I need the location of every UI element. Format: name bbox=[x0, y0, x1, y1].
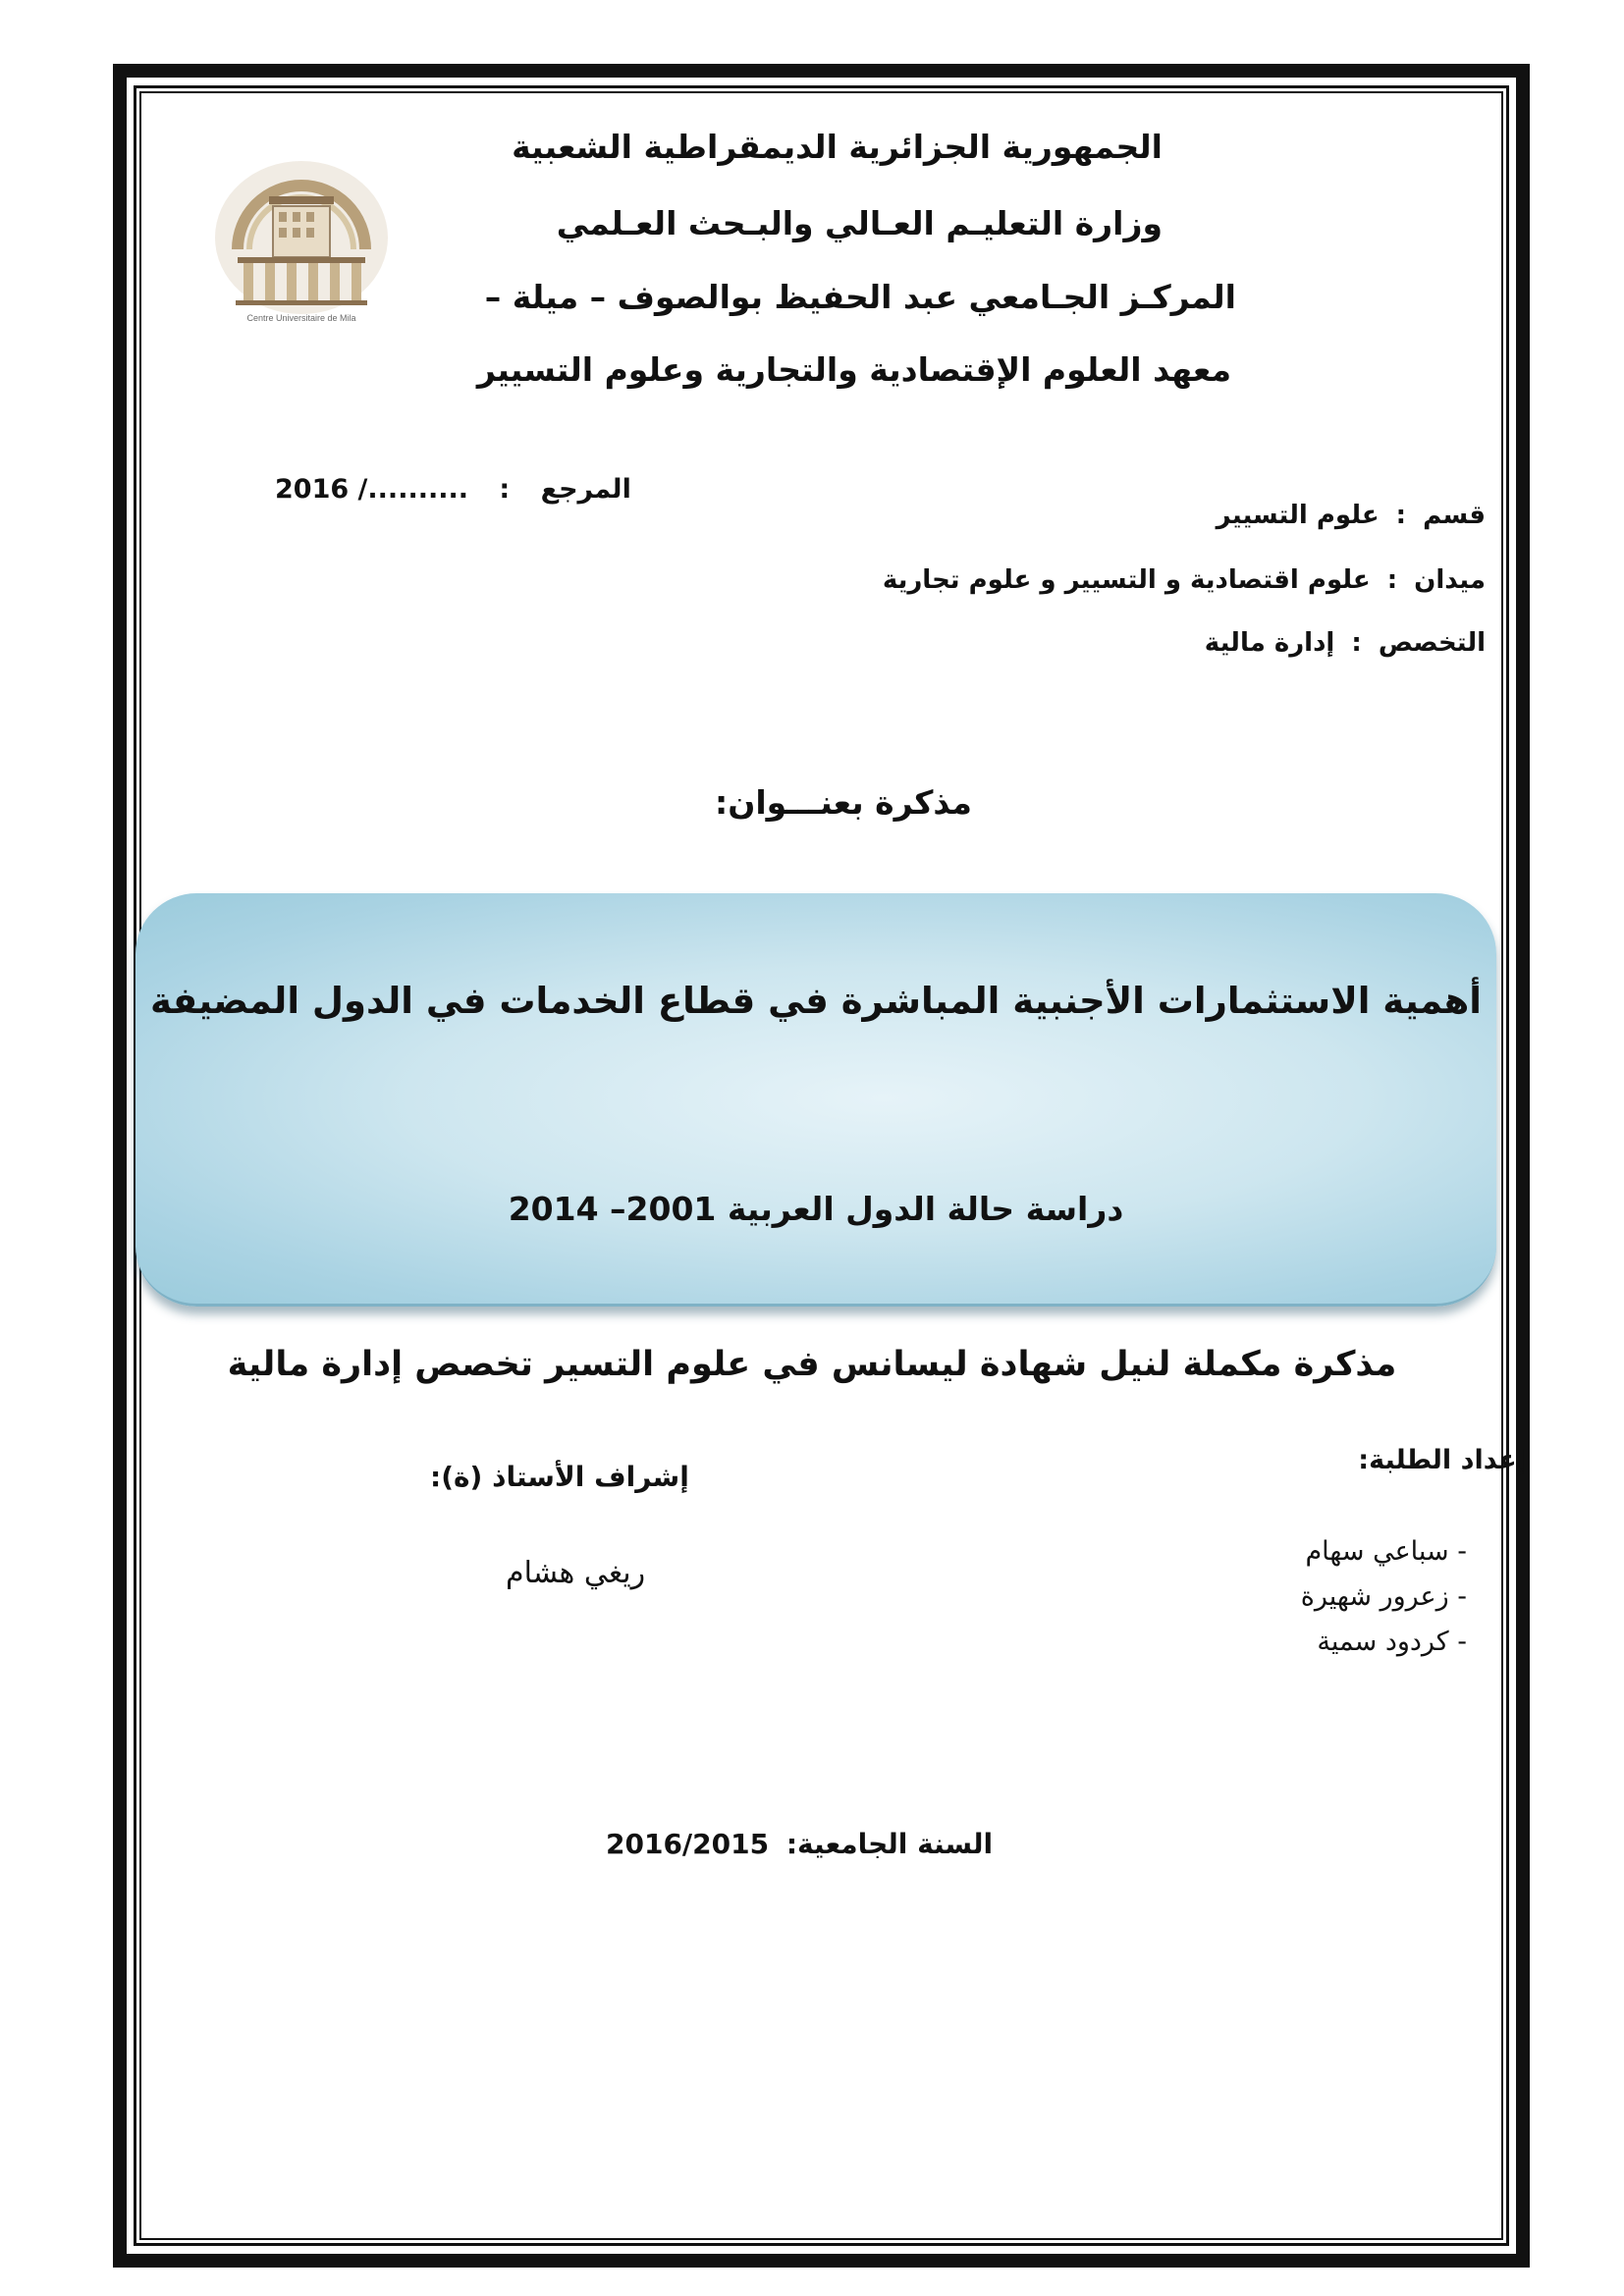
title-box bbox=[135, 893, 1496, 1307]
supervisor-name: ريغي هشام bbox=[506, 1556, 646, 1590]
logo-caption: Centre Universitaire de Mila bbox=[246, 313, 356, 323]
field-separator: : bbox=[1386, 565, 1398, 595]
student-name: - كردود سمية bbox=[1317, 1627, 1467, 1657]
specialty-label: التخصص bbox=[1378, 628, 1486, 658]
thesis-title: أهمية الاستثمارات الأجنبية المباشرة في قطاع الخدمات في الدول المضيفة bbox=[150, 980, 1482, 1022]
students-heading: إعداد الطلبة: bbox=[1358, 1445, 1526, 1475]
header-ministry: وزارة التعليـم العـالي والبـحث العـلمي bbox=[556, 204, 1163, 242]
specialty-line bbox=[1205, 628, 1486, 658]
reference-label: المرجع bbox=[540, 474, 631, 505]
department-label: قسم bbox=[1423, 501, 1486, 530]
field-label: ميدان bbox=[1414, 565, 1486, 595]
reference-line bbox=[275, 474, 631, 505]
department-line bbox=[1217, 501, 1486, 530]
specialty-separator: : bbox=[1351, 628, 1362, 658]
student-name: - سباعي سهام bbox=[1305, 1536, 1467, 1567]
header-republic: الجمهورية الجزائرية الديمقراطية الشعبية bbox=[512, 128, 1163, 166]
academic-year-line bbox=[606, 1828, 993, 1860]
academic-year-label: السنة الجامعية: bbox=[785, 1828, 994, 1860]
student-name: - زعرور شهيرة bbox=[1300, 1581, 1467, 1612]
reference-value: ........../ 2016 bbox=[275, 474, 468, 505]
header-institute: معهد العلوم الإقتصادية والتجارية وعلوم التسيير bbox=[476, 350, 1231, 389]
academic-year-value: 2016/2015 bbox=[606, 1828, 770, 1860]
specialty-value: إدارة مالية bbox=[1204, 628, 1335, 658]
thesis-subtitle: دراسة حالة الدول العربية 2001– 2014 bbox=[508, 1190, 1124, 1228]
students-list bbox=[1301, 1529, 1467, 1665]
reference-separator: : bbox=[499, 474, 511, 505]
field-line bbox=[883, 565, 1486, 595]
supervisor-heading: إشراف الأستاذ (ة): bbox=[430, 1461, 689, 1493]
degree-line: مذكرة مكملة لنيل شهادة ليسانس في علوم التسير تخصص إدارة مالية bbox=[227, 1345, 1397, 1384]
department-separator: : bbox=[1395, 501, 1407, 530]
department-value: علوم التسيير bbox=[1216, 501, 1380, 530]
university-logo bbox=[208, 159, 395, 334]
field-value: علوم اقتصادية و التسيير و علوم تجارية bbox=[882, 565, 1371, 595]
header-center: المركـز الجـامعي عبد الحفيظ بوالصوف – ميلة – bbox=[484, 278, 1236, 316]
memo-heading: مذكرة بعنـــوان: bbox=[715, 783, 972, 822]
